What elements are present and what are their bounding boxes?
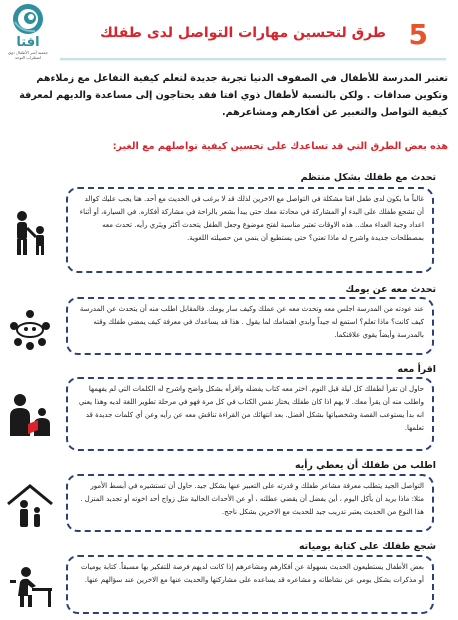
section-box-write-diary: بعض الأطفال يستطيعون الحديث بسهولة عن أفكارهم ومشاعرهم إذا كانت لديهم فرصة للتفكير بها مسبقاً. كتابة يوميات أو مذكرات بشكل يومي عن نشاطاته و مشاعره قد يساعده على مشاركتها والحديث عنها مع الاخرين عند سؤالهم عنها. — [66, 555, 434, 614]
house-family-icon — [6, 482, 54, 530]
section-title-talk-about-day: تحدث معه عن يومك — [345, 284, 436, 295]
parent-child-walking-icon — [6, 210, 54, 258]
logo-subtitle: جمعية أسر الأطفال ذوي اضطراب التوحد — [7, 50, 49, 60]
section-box-ask-opinion: التواصل الجيد يتطلب معرفة مشاعر طفلك و قدرته على التعبير عنها بشكل جيد. حاول أن تستشيره في أبسط الأمور مثلا: ماذا يريد أن يأكل اليوم ، أين يفضل أن يقضي عطلته ، أو عن الأحداث الحالية مثل زواج أحد اخوته أو تجديد المنزل . هذا النوع من الحديث يعتبر تدريب جيد للحديث مع الاخرين بشكل ناجح. — [66, 474, 434, 532]
title-bar — [60, 16, 446, 60]
page-title: طرق لتحسين مهارات التواصل لدى طفلك — [99, 25, 386, 41]
section-title-read-together: اقرأ معه — [397, 364, 436, 375]
section-title-ask-opinion: اطلب من طفلك أن يعطي رأيه — [295, 460, 436, 471]
logo-name: افتا — [16, 35, 40, 50]
family-table-icon — [6, 304, 54, 352]
section-box-talk-about-day: عند عودته من المدرسة اجلس معه وتحدث معه عن عملك وكيف سار يومك. فالمقابل اطلب منه أن يتحدث عن المدرسة كيف كانت؟ ماذا تعلم؟ استمع له جيداً وابدي اهتمامك لما يقول . هذا قد يساعدك في معرفة كيف يمضي طفلك وقته بالمدرسة وأيضاً يقوي علاقتكما. — [66, 297, 434, 355]
logo-swirl-icon — [11, 2, 45, 36]
section-box-read-together: حاول ان تقرأ لطفلك كل ليلة قبل النوم. اختر معه كتاب يفضله واقرأه بشكل واضح واشرح له الكلمات التي لم يفهمها واطلب منه أن يقرأ معك. لا يهم اذا كان طفلك يختار نفس الكتاب في كل مرة فهو في مرحلة تطوير اللغة لديه وهذا يعني انه بدأ يستوعب القصة وشخصياتها بشكل أفضل. بعد انتهائك من القراءة تناقش معه عن رأيه وعن أي كلمات جديدة قد تعلمها. — [66, 377, 434, 451]
logo — [2, 2, 54, 70]
section-title-write-diary: شجع طفلك على كتابة يومياته — [298, 541, 436, 552]
intro-paragraph: تعتبر المدرسة للأطفال في الصفوف الدنيا تجربة جديدة لتعلم كيفية التفاعل مع زملاءهم وتكوين صداقات . ولكن بالنسبة لأطفال ذوي افتا فقد يحتاجون إلى مساعدة والديهم لمعرفة كيفية التواصل والتعبير عن أفكارهم ومشاعرهم. — [19, 73, 448, 118]
section-box-talk-regularly: غالباً ما يكون لدى طفل افتا مشكلة في التواصل مع الاخرين لذلك قد لا يرغب في الحديث مع أحد. هنا يجب عليك كوالد أن تشجع طفلك على البدء أو المشاركة في محادثة معك حتى يبدأ بشعر بالراحة في مشاركة أفكاره. في السيارة، أو أثناء اعداد وجبة الغداء معك.. هذه الاوقات تعتبر مناسبة لفتح موضوع وجعل الطفل يتحدث أكثر ويثري رأيه. تحدث معه بمصطلحات جديدة واشرح له ماذا تعني؟ حتى يستطيع أن ينمي من حصيلته اللغوية. — [66, 187, 434, 273]
parent-reading-icon — [6, 392, 54, 440]
title-number: 5 — [408, 18, 428, 51]
section-title-talk-regularly: تحدث مع طفلك بشكل منتظم — [300, 172, 436, 183]
child-writing-icon — [6, 562, 54, 610]
lead-sentence: هذه بعض الطرق التي قد تساعدك على تحسين كيفية تواصلهم مع الغير: — [112, 141, 448, 152]
